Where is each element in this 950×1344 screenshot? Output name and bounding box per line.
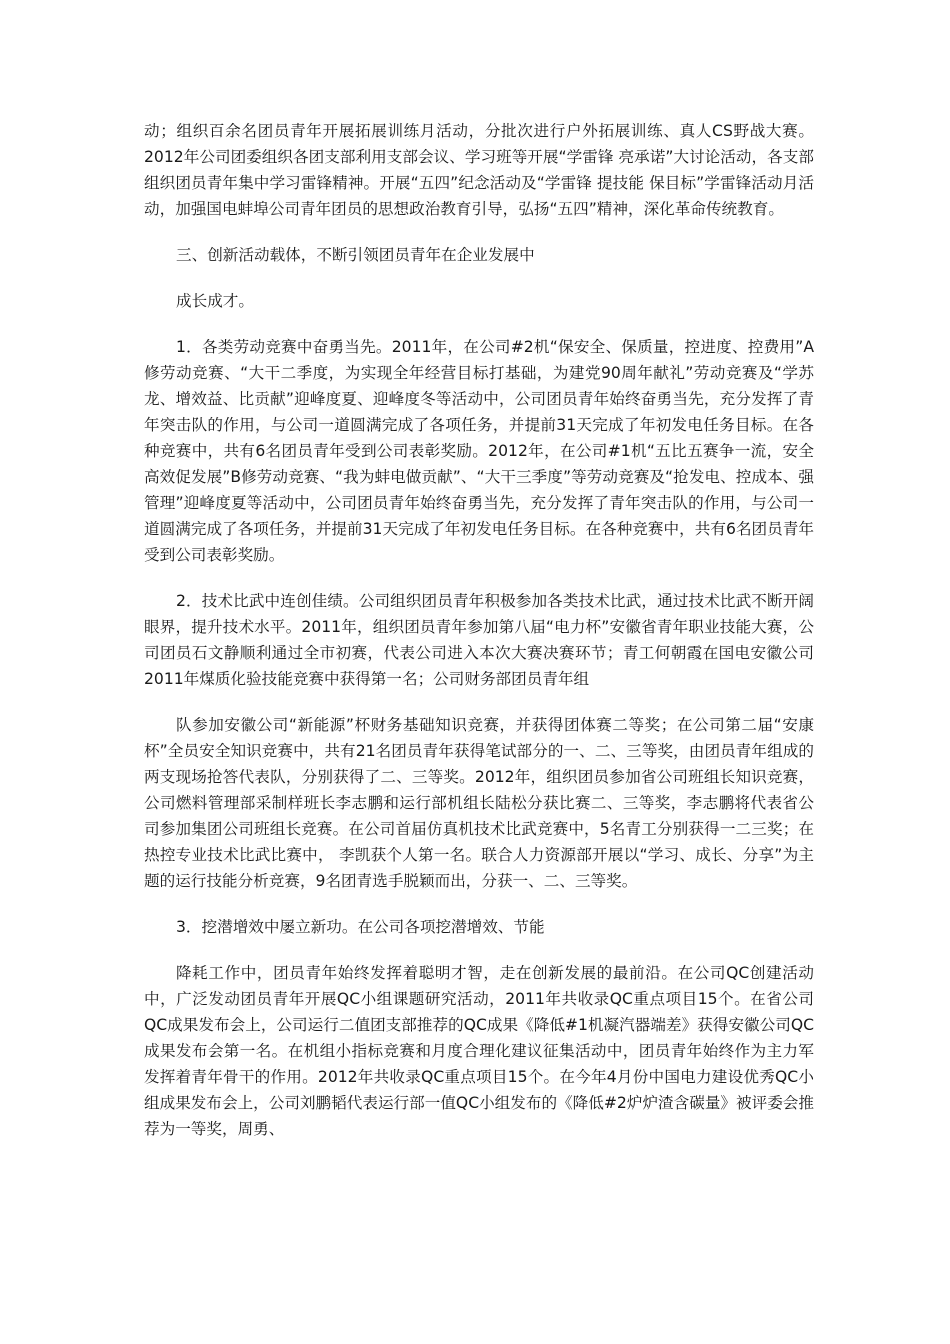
paragraph-activities-continued: 动；组织百余名团员青年开展拓展训练月活动，分批次进行户外拓展训练、真人CS野战大赛。 2012年公司团委组织各团支部利用支部会议、学习班等开展“学雷锋 亮承诺”大讨论活动，各支部组织团员青年集中学习雷锋精神。开展“五四”纪念活动及“学雷锋 提技能 保目标”学雷锋活动月活动，加强国电蚌埠公司青年团员的思想政治教育引导，弘扬“五四”精神，深化革命传统教育。 — [144, 122, 814, 218]
paragraph-labor-competition: 1．各类劳动竞赛中奋勇当先。2011年，在公司#2机“保安全、保质量，控进度、控费用”A修劳动竞赛、“大干二季度，为实现全年经营目标打基础，为建党90周年献礼”劳动竞赛及“学苏龙、增效益、比贡献”迎峰度夏、迎峰度冬等活动中，公司团员青年始终奋勇当先，充分发挥了青年突击队的作用，与公司一道圆满完成了各项任务，并提前31天完成了年初发电任务目标。在各种竞赛中，共有6名团员青年受到公司表彰奖励。2012年，在公司#1机“五比五赛争一流，安全高效促发展”B修劳动竞赛、“我为蚌电做贡献”、“大干三季度”等劳动竞赛及“抢发电、控成本、强管理”迎峰度夏等活动中，公司团员青年始终奋勇当先，充分发挥了青年突击队的作用，与公司一道圆满完成了各项任务，并提前31天完成了年初发电任务目标。在各种竞赛中，共有6名团员青年受到公司表彰奖励。 — [144, 338, 814, 564]
paragraph-technical-contest: 2．技术比武中连创佳绩。公司组织团员青年积极参加各类技术比武，通过技术比武不断开阔眼界，提升技术水平。2011年，组织团员青年参加第八届“电力杯”安徽省青年职业技能大赛，公司团员石文静顺利通过全市初赛，代表公司进入本次大赛决赛环节；青工何朝霞在国电安徽公司2011年煤质化验技能竞赛中获得第一名；公司财务部团员青年组 — [144, 592, 814, 688]
paragraph-technical-contest-continued: 队参加安徽公司“新能源”杯财务基础知识竞赛，并获得团体赛二等奖；在公司第二届“安康杯”全员安全知识竞赛中，共有21名团员青年获得笔试部分的一、二、三等奖，由团员青年组成的两支现场抢答代表队，分别获得了二、三等奖。2012年，组织团员参加省公司班组长知识竞赛，公司燃料管理部采制样班长李志鹏和运行部机组长陆松分获比赛二、三等奖，李志鹏将代表省公司参加集团公司班组长竞赛。在公司首届仿真机技术比武竞赛中，5名青工分别获得一二三奖；在热控专业技术比武比赛中， 李凯获个人第一名。联合人力资源部开展以“学习、成长、分享”为主题的运行技能分析竞赛，9名团青选手脱颖而出，分获一、二、三等奖。 — [144, 716, 814, 890]
paragraph-efficiency-heading: 3．挖潜增效中屡立新功。在公司各项挖潜增效、节能 — [176, 918, 545, 936]
section-heading-three-continued: 成长成才。 — [176, 292, 254, 310]
paragraph-efficiency-qc: 降耗工作中，团员青年始终发挥着聪明才智，走在创新发展的最前沿。在公司QC创建活动中，广泛发动团员青年开展QC小组课题研究活动，2011年共收录QC重点项目15个。在省公司QC成果发布会上，公司运行二值团支部推荐的QC成果《降低#1机凝汽器端差》获得安徽公司QC成果发布会第一名。在机组小指标竞赛和月度合理化建议征集活动中，团员青年始终作为主力军发挥着青年骨干的作用。2012年共收录QC重点项目15个。在今年4月份中国电力建设优秀QC小组成果发布会上，公司刘鹏韬代表运行部一值QC小组发布的《降低#2炉炉渣含碳量》被评委会推荐为一等奖，周勇、 — [144, 964, 814, 1138]
document-page — [144, 118, 814, 1162]
section-heading-three: 三、创新活动载体，不断引领团员青年在企业发展中 — [176, 246, 535, 264]
